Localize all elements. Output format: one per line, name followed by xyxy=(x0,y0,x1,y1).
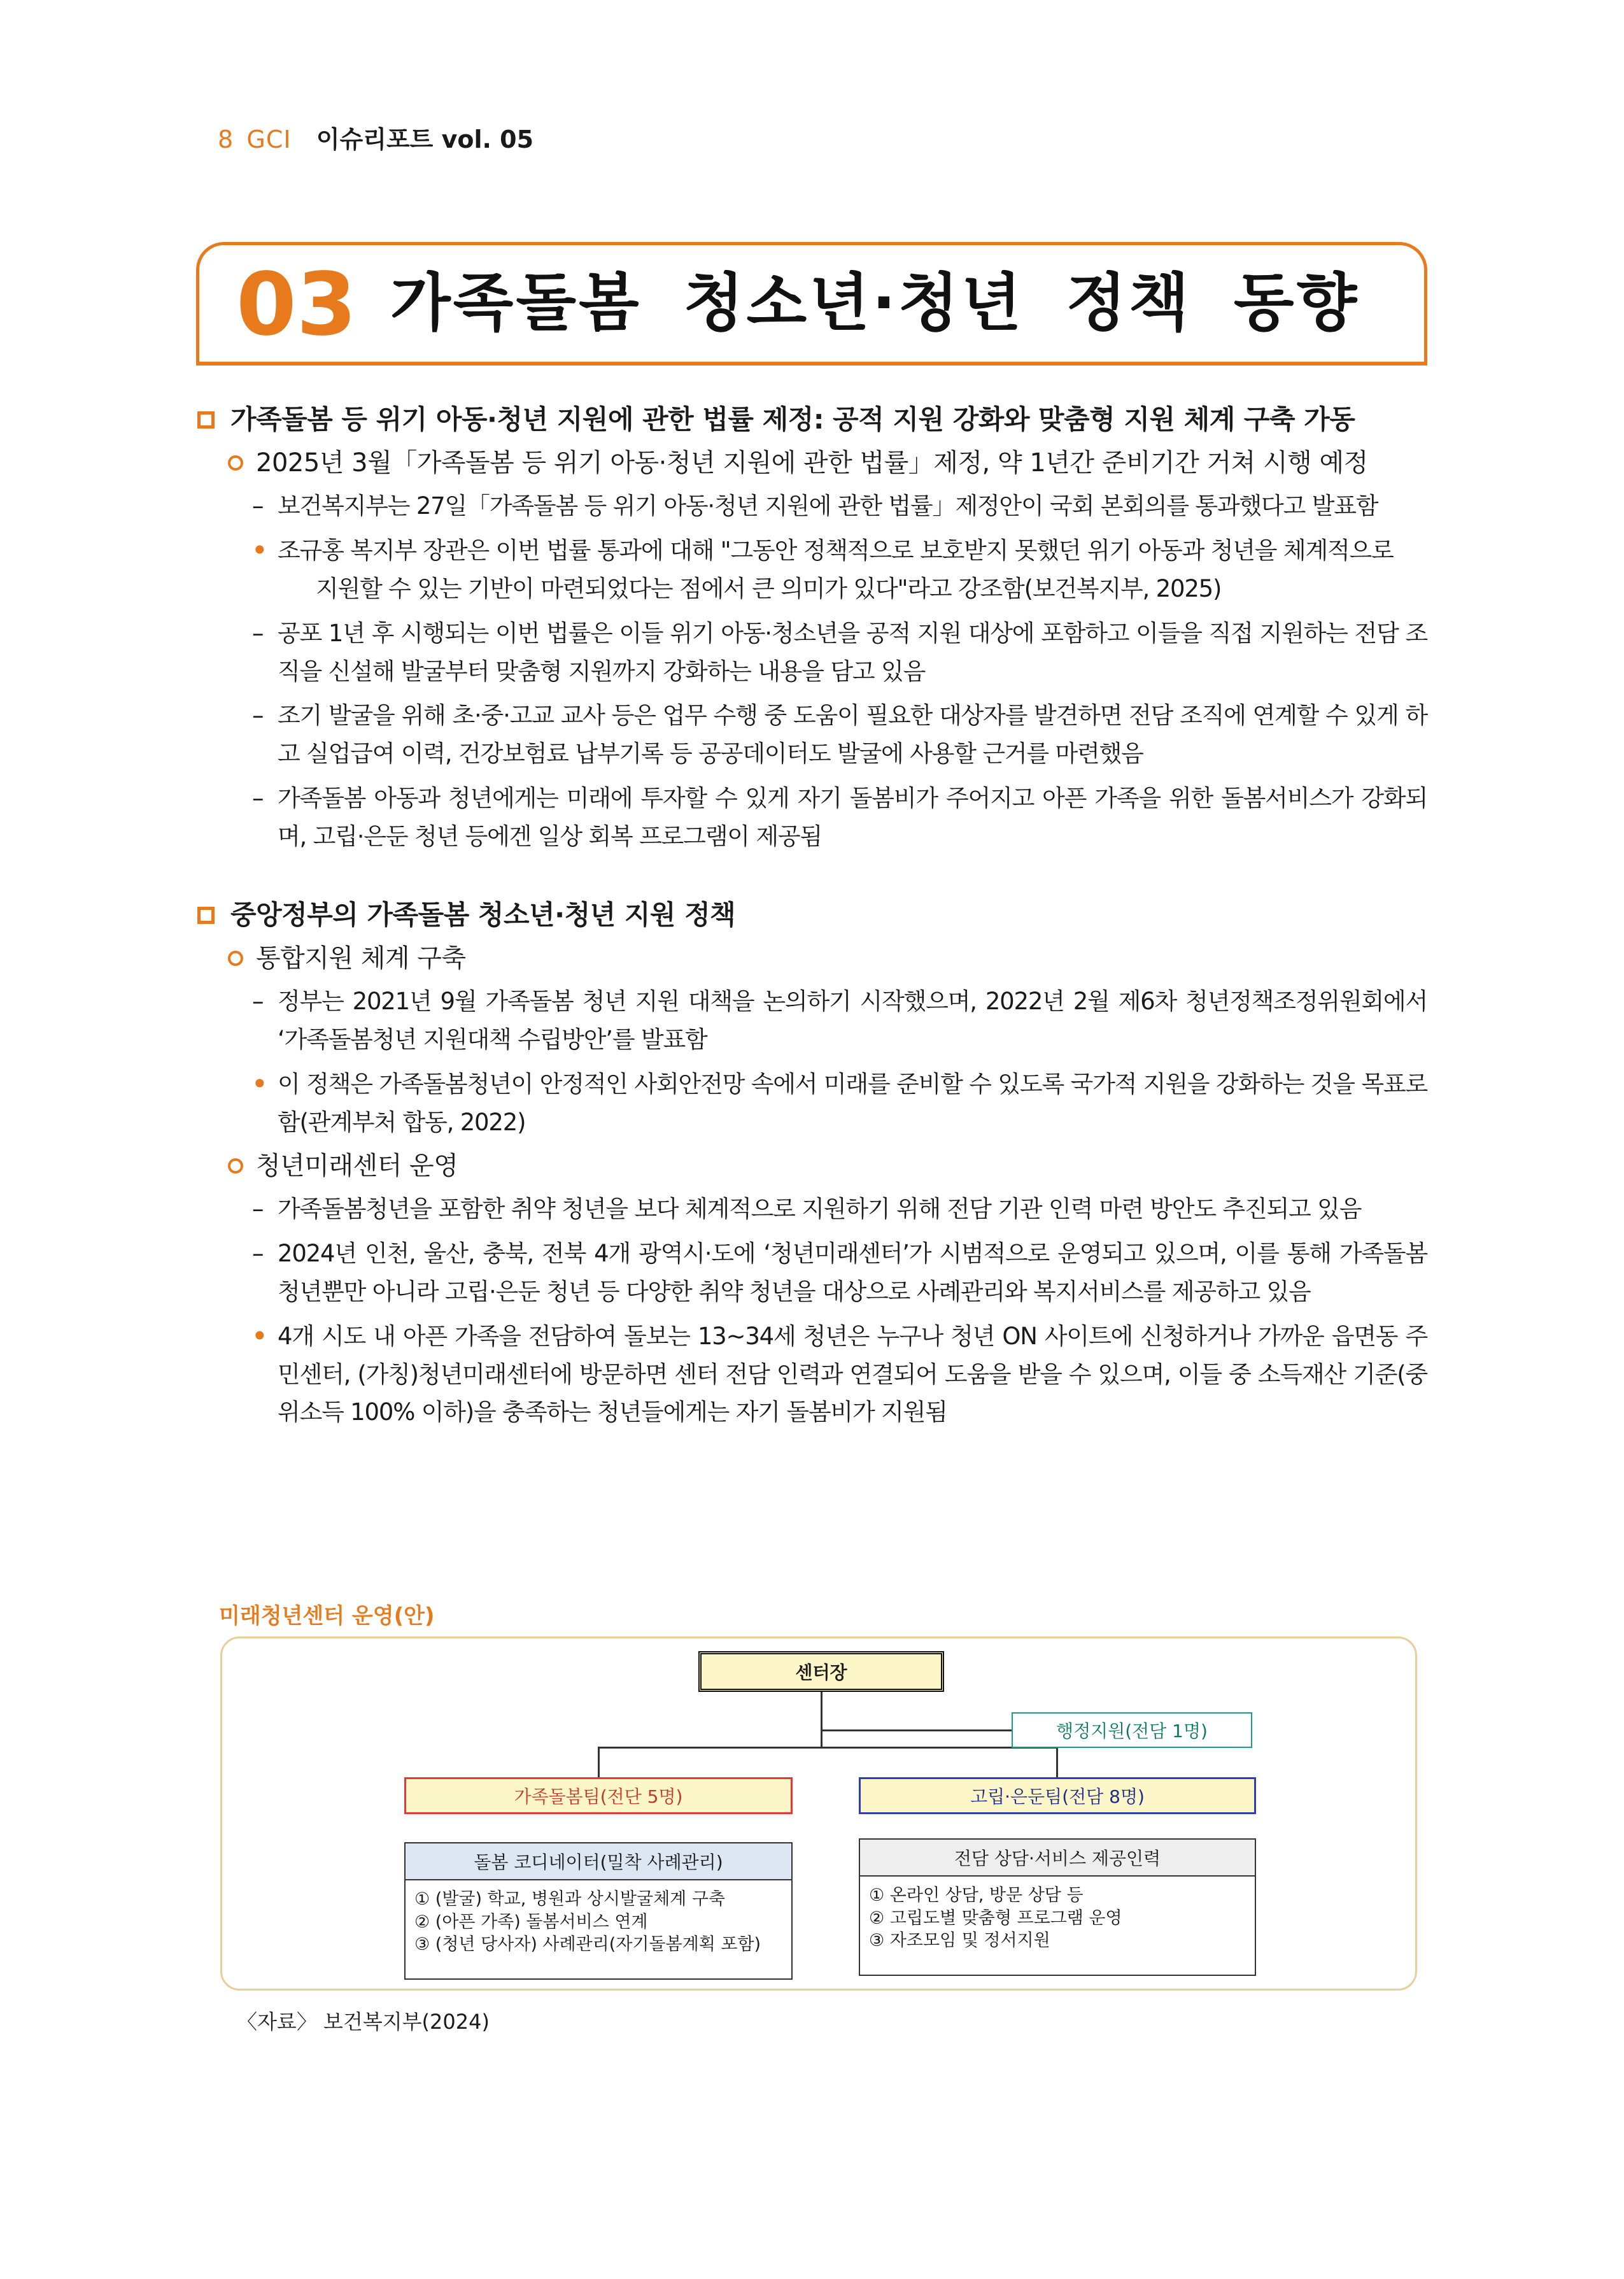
dash-item: – 조기 발굴을 위해 초·중·고교 교사 등은 업무 수행 중 도움이 필요한 대상자를 발견하면 전담 조직에 연계할 수 있게 하고 실업급여 이력, 건강보험료 납부기록 등 공공데이터도 발굴에 사용할 근거를 마련했음 xyxy=(252,702,1427,768)
dot-bullet-icon: • xyxy=(252,1322,267,1350)
dot-bullet-icon: • xyxy=(252,1070,267,1098)
circle-bullet-icon xyxy=(228,455,243,471)
org-node-family-care-team: 가족돌봄팀(전단 5명) xyxy=(404,1777,793,1814)
square-bullet-icon xyxy=(197,907,215,924)
dash-item: – 가족돌봄 아동과 청년에게는 미래에 투자할 수 있게 자기 돌봄비가 주어지고 아픈 가족을 위한 돌봄서비스가 강화되며, 고립·은둔 청년 등에겐 일상 회복 프로그램이 제공됨 xyxy=(252,785,1427,851)
org-name: GCI xyxy=(246,125,292,153)
sub-heading: 2025년 3월「가족돌봄 등 위기 아동·청년 지원에 관한 법률」제정, 약 1년간 준비기간 거쳐 시행 예정 xyxy=(196,445,1427,481)
detail-line: ① (발굴) 학교, 병원과 상시발굴체계 구축 xyxy=(414,1889,725,1909)
section-heading: 중앙정부의 가족돌봄 청소년·청년 지원 정책 xyxy=(196,897,1427,934)
page-header xyxy=(218,120,533,155)
chapter-title: 가족돌봄 청소년·청년 정책 동향 xyxy=(390,267,1360,339)
dot-bullet-icon: • xyxy=(252,536,267,564)
figure-caption: 미래청년센터 운영(안) xyxy=(219,1603,435,1629)
dash-item: – 공포 1년 후 시행되는 이번 법률은 이들 위기 아동·청소년을 공적 지원 대상에 포함하고 이들을 직접 지원하는 전담 조직을 신설해 발굴부터 맞춤형 지원까지 강화하는 내용을 담고 있음 xyxy=(252,619,1427,685)
source-note: 〈자료〉 보건복지부(2024) xyxy=(237,2010,490,2034)
bullet-item: • 조규홍 복지부 장관은 이번 법률 통과에 대해 "그동안 정책적으로 보호받지 못했던 위기 아동과 청년을 체계적으로 지원할 수 있는 기반이 마련되었다는 점에서 큰 의미가 있다"라고 강조함(보건복지부, 2025) xyxy=(196,532,1427,608)
chapter-title-box xyxy=(196,242,1427,362)
dash-item: – 보건복지부는 27일「가족돌봄 등 위기 아동·청년 지원에 관한 법률」제정안이 국회 본회의를 통과했다고 발표함 xyxy=(252,492,1378,520)
detail-title: 전담 상담·서비스 제공인력 xyxy=(860,1840,1255,1877)
chapter-number: 03 xyxy=(236,255,357,355)
dash-item: – 가족돌봄청년을 포함한 취약 청년을 보다 체계적으로 지원하기 위해 전담 기관 인력 마련 방안도 추진되고 있음 xyxy=(252,1195,1362,1223)
detail-line: ② 고립도별 맞춤형 프로그램 운영 xyxy=(869,1908,1122,1928)
detail-line: ② (아픈 가족) 돌봄서비스 연계 xyxy=(414,1912,648,1932)
bullet-item: • 4개 시도 내 아픈 가족을 전담하여 돌보는 13~34세 청년은 누구나 청년 ON 사이트에 신청하거나 가까운 읍면동 주민센터, (가칭)청년미래센터에 방문하면 센터 전담 인력과 연결되어 도움을 받을 수 있으며, 이들 중 소득재산 기준(중위소득 100% 이하)을 충족하는 청년들에게는 자기 돌봄비가 지원됨 xyxy=(196,1317,1427,1432)
square-bullet-icon xyxy=(197,411,215,429)
dash-item: – 2024년 인천, 울산, 충북, 전북 4개 광역시·도에 ‘청년미래센터’가 시범적으로 운영되고 있으며, 이를 통해 가족돌봄 청년뿐만 아니라 고립·은둔 청년 등 다양한 취약 청년을 대상으로 사례관리와 복지서비스를 제공하고 있음 xyxy=(252,1239,1427,1305)
sub-heading: 통합지원 체계 구축 xyxy=(196,941,1427,976)
detail-line: ③ 자조모임 및 정서지원 xyxy=(869,1931,1050,1951)
circle-bullet-icon xyxy=(228,951,243,966)
sub-heading: 청년미래센터 운영 xyxy=(196,1148,1427,1184)
org-node-isolation-team: 고립·은둔팀(전담 8명) xyxy=(859,1777,1256,1814)
detail-line: ① 온라인 상담, 방문 상담 등 xyxy=(869,1885,1084,1905)
org-node-admin-support: 행정지원(전담 1명) xyxy=(1012,1712,1252,1748)
org-detail-care-coordinator xyxy=(404,1842,793,1980)
page-number: 8 xyxy=(218,125,234,153)
report-name: 이슈리포트 vol. 05 xyxy=(316,125,534,153)
dash-item: – 정부는 2021년 9월 가족돌봄 청년 지원 대책을 논의하기 시작했으며, 2022년 2월 제6차 청년정책조정위원회에서 ‘가족돌봄청년 지원대책 수립방안’를 발표함 xyxy=(252,988,1427,1053)
circle-bullet-icon xyxy=(228,1158,243,1174)
org-chart xyxy=(220,1636,1417,1991)
bullet-item: • 이 정책은 가족돌봄청년이 안정적인 사회안전망 속에서 미래를 준비할 수 있도록 국가적 지원을 강화하는 것을 목표로 함(관계부처 합동, 2022) xyxy=(196,1065,1427,1142)
main-content xyxy=(196,401,1427,1431)
section-heading: 가족돌봄 등 위기 아동·청년 지원에 관한 법률 제정: 공적 지원 강화와 맞춤형 지원 체계 구축 가동 xyxy=(196,401,1427,439)
org-node-director: 센터장 xyxy=(698,1651,944,1692)
detail-line: ③ (청년 당사자) 사례관리(자기돌봄계획 포함) xyxy=(414,1935,761,1955)
org-detail-counseling-staff xyxy=(859,1838,1256,1976)
detail-title: 돌봄 코디네이터(밀착 사례관리) xyxy=(406,1843,791,1880)
